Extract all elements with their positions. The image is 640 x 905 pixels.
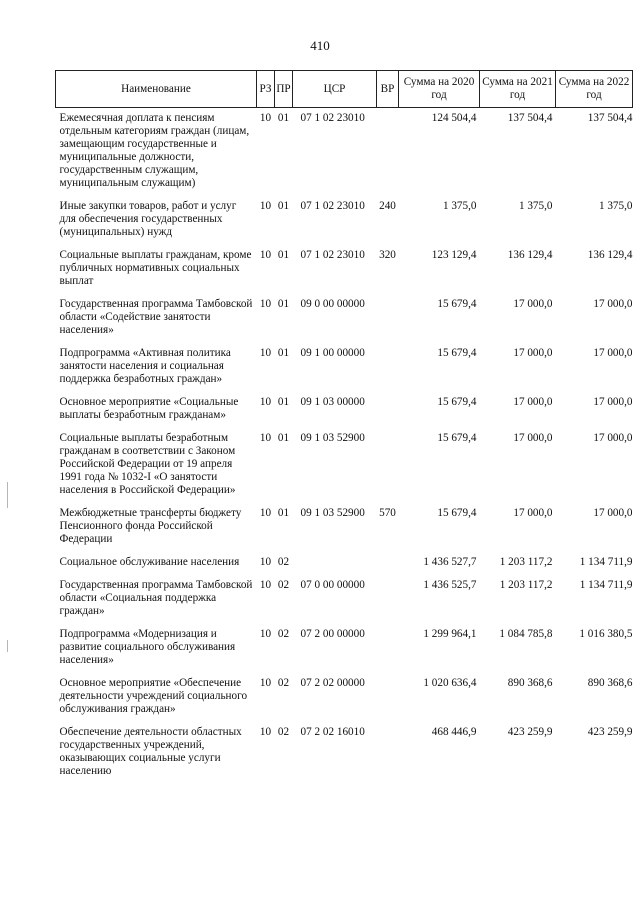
header-rz: РЗ [257, 71, 275, 108]
row-pr: 01 [277, 432, 290, 444]
header-sum-2022: Сумма на 2022 год [556, 71, 633, 108]
row-sum-2022: 17 000,0 [593, 396, 633, 408]
row-sum-2022: 423 259,9 [587, 726, 633, 738]
page-number: 410 [310, 38, 330, 53]
row-pr: 01 [277, 347, 290, 359]
row-rz: 10 [259, 200, 272, 212]
row-csr: 09 1 03 52900 [300, 432, 365, 444]
row-rz: 10 [259, 112, 272, 124]
row-pr: 01 [277, 396, 290, 408]
row-sum-2020: 124 504,4 [431, 112, 477, 124]
row-sum-2022: 1 134 711,9 [579, 579, 633, 591]
row-sum-2020: 123 129,4 [431, 249, 477, 261]
row-csr: 07 1 02 23010 [300, 200, 365, 212]
row-pr: 02 [277, 556, 290, 568]
row-vr [377, 428, 399, 503]
row-pr: 02 [277, 628, 290, 640]
budget-table [55, 70, 633, 784]
row-sum-2021: 17 000,0 [513, 507, 553, 519]
row-vr [377, 552, 399, 575]
row-rz: 10 [259, 298, 272, 310]
row-vr [377, 392, 399, 428]
row-pr: 01 [277, 298, 290, 310]
row-pr: 02 [277, 726, 290, 738]
row-csr: 07 1 02 23010 [300, 112, 365, 124]
row-vr [377, 624, 399, 673]
scan-margin-mark [7, 482, 8, 508]
row-vr: 570 [379, 507, 396, 519]
row-sum-2020: 1 020 636,4 [423, 677, 477, 689]
row-csr: 07 2 02 00000 [300, 677, 365, 689]
header-csr: ЦСР [293, 71, 377, 108]
row-rz: 10 [259, 556, 272, 568]
table-row [56, 392, 633, 428]
row-sum-2021: 136 129,4 [507, 249, 553, 261]
row-csr: 09 0 00 00000 [300, 298, 365, 310]
header-sum-2021: Сумма на 2021 год [480, 71, 556, 108]
row-pr: 02 [277, 579, 290, 591]
row-sum-2021: 1 375,0 [518, 200, 553, 212]
row-csr: 09 1 00 00000 [300, 347, 365, 359]
row-name: Обеспечение деятельности областных государственных учреждений, оказывающих социальные услуги населению [59, 726, 242, 777]
row-vr [377, 343, 399, 392]
table-row [56, 245, 633, 294]
header-sum-2020: Сумма на 2020 год [399, 71, 480, 108]
row-name: Государственная программа Тамбовской области «Содействие занятости населения» [59, 298, 253, 336]
row-sum-2021: 1 203 117,2 [499, 579, 553, 591]
row-rz: 10 [259, 579, 272, 591]
row-pr: 01 [277, 112, 290, 124]
row-pr: 01 [277, 200, 290, 212]
row-sum-2021: 1 203 117,2 [499, 556, 553, 568]
row-sum-2020: 1 375,0 [442, 200, 477, 212]
row-pr: 02 [277, 677, 290, 689]
row-name: Межбюджетные трансферты бюджету Пенсионного фонда Российской Федерации [59, 507, 242, 545]
row-csr: 07 1 02 23010 [300, 249, 365, 261]
table-row [56, 294, 633, 343]
row-sum-2020: 1 436 527,7 [423, 556, 477, 568]
row-name: Иные закупки товаров, работ и услуг для обеспечения государственных (муниципальных) нужд [59, 200, 237, 238]
row-sum-2022: 137 504,4 [587, 112, 633, 124]
row-vr: 320 [379, 249, 396, 261]
row-sum-2020: 1 299 964,1 [423, 628, 477, 640]
row-sum-2022: 136 129,4 [587, 249, 633, 261]
row-name: Государственная программа Тамбовской области «Социальная поддержка граждан» [59, 579, 253, 617]
row-sum-2021: 17 000,0 [513, 347, 553, 359]
row-sum-2021: 890 368,6 [507, 677, 553, 689]
header-name: Наименование [56, 71, 257, 108]
row-sum-2021: 1 084 785,8 [499, 628, 553, 640]
row-sum-2020: 15 679,4 [437, 432, 477, 444]
row-vr [377, 575, 399, 624]
row-rz: 10 [259, 249, 272, 261]
row-name: Социальные выплаты гражданам, кроме публичных нормативных социальных выплат [59, 249, 252, 287]
row-csr: 09 1 03 52900 [300, 507, 365, 519]
row-csr: 07 2 02 16010 [300, 726, 365, 738]
header-vr: ВР [377, 71, 399, 108]
row-sum-2021: 137 504,4 [507, 112, 553, 124]
row-vr [377, 722, 399, 784]
table-row [56, 108, 633, 197]
scan-margin-mark [7, 640, 8, 652]
row-rz: 10 [259, 628, 272, 640]
row-name: Подпрограмма «Активная политика занятости населения и социальная поддержка безработных граждан» [59, 347, 231, 385]
row-sum-2021: 423 259,9 [507, 726, 553, 738]
row-sum-2022: 1 016 380,5 [579, 628, 633, 640]
row-csr: 07 0 00 00000 [300, 579, 365, 591]
row-sum-2022: 1 375,0 [598, 200, 633, 212]
header-pr: ПР [275, 71, 293, 108]
table-row [56, 552, 633, 575]
row-name: Основное мероприятие «Обеспечение деятельности учреждений социального обслуживания граждан» [59, 677, 248, 715]
row-rz: 10 [259, 432, 272, 444]
row-name: Социальное обслуживание населения [59, 556, 240, 568]
table-header-row [56, 71, 633, 108]
row-sum-2020: 15 679,4 [437, 396, 477, 408]
row-vr [377, 673, 399, 722]
row-rz: 10 [259, 347, 272, 359]
row-rz: 10 [259, 726, 272, 738]
row-sum-2022: 17 000,0 [593, 347, 633, 359]
row-sum-2020: 15 679,4 [437, 507, 477, 519]
row-name: Ежемесячная доплата к пенсиям отдельным категориям граждан (лицам, замещающим государственные и муниципальные должности, государственным служащим, муниципальным служащим) [59, 112, 250, 189]
row-rz: 10 [259, 677, 272, 689]
table-row [56, 575, 633, 624]
row-csr [293, 552, 377, 575]
row-vr [377, 294, 399, 343]
row-sum-2020: 468 446,9 [431, 726, 477, 738]
row-vr: 240 [379, 200, 396, 212]
row-sum-2022: 17 000,0 [593, 298, 633, 310]
row-sum-2022: 1 134 711,9 [579, 556, 633, 568]
table-row [56, 343, 633, 392]
row-sum-2022: 17 000,0 [593, 507, 633, 519]
row-name: Социальные выплаты безработным гражданам в соответствии с Законом Российской Федерации от 19 апреля 1991 года № 1032-I «О занятости населения в Российской Федерации» [59, 432, 236, 496]
row-sum-2022: 17 000,0 [593, 432, 633, 444]
row-vr [377, 108, 399, 197]
row-sum-2020: 15 679,4 [437, 347, 477, 359]
row-csr: 07 2 00 00000 [300, 628, 365, 640]
row-sum-2021: 17 000,0 [513, 432, 553, 444]
row-name: Подпрограмма «Модернизация и развитие социального обслуживания населения» [59, 628, 236, 666]
table-row [56, 503, 633, 552]
table-row [56, 428, 633, 503]
table-row [56, 673, 633, 722]
row-pr: 01 [277, 249, 290, 261]
table-row [56, 722, 633, 784]
row-name: Основное мероприятие «Социальные выплаты безработным гражданам» [59, 396, 239, 421]
row-sum-2021: 17 000,0 [513, 298, 553, 310]
row-pr: 01 [277, 507, 290, 519]
row-sum-2020: 15 679,4 [437, 298, 477, 310]
row-csr: 09 1 03 00000 [300, 396, 365, 408]
row-rz: 10 [259, 507, 272, 519]
row-sum-2021: 17 000,0 [513, 396, 553, 408]
table-row [56, 624, 633, 673]
row-sum-2022: 890 368,6 [587, 677, 633, 689]
row-rz: 10 [259, 396, 272, 408]
row-sum-2020: 1 436 525,7 [423, 579, 477, 591]
table-row [56, 196, 633, 245]
